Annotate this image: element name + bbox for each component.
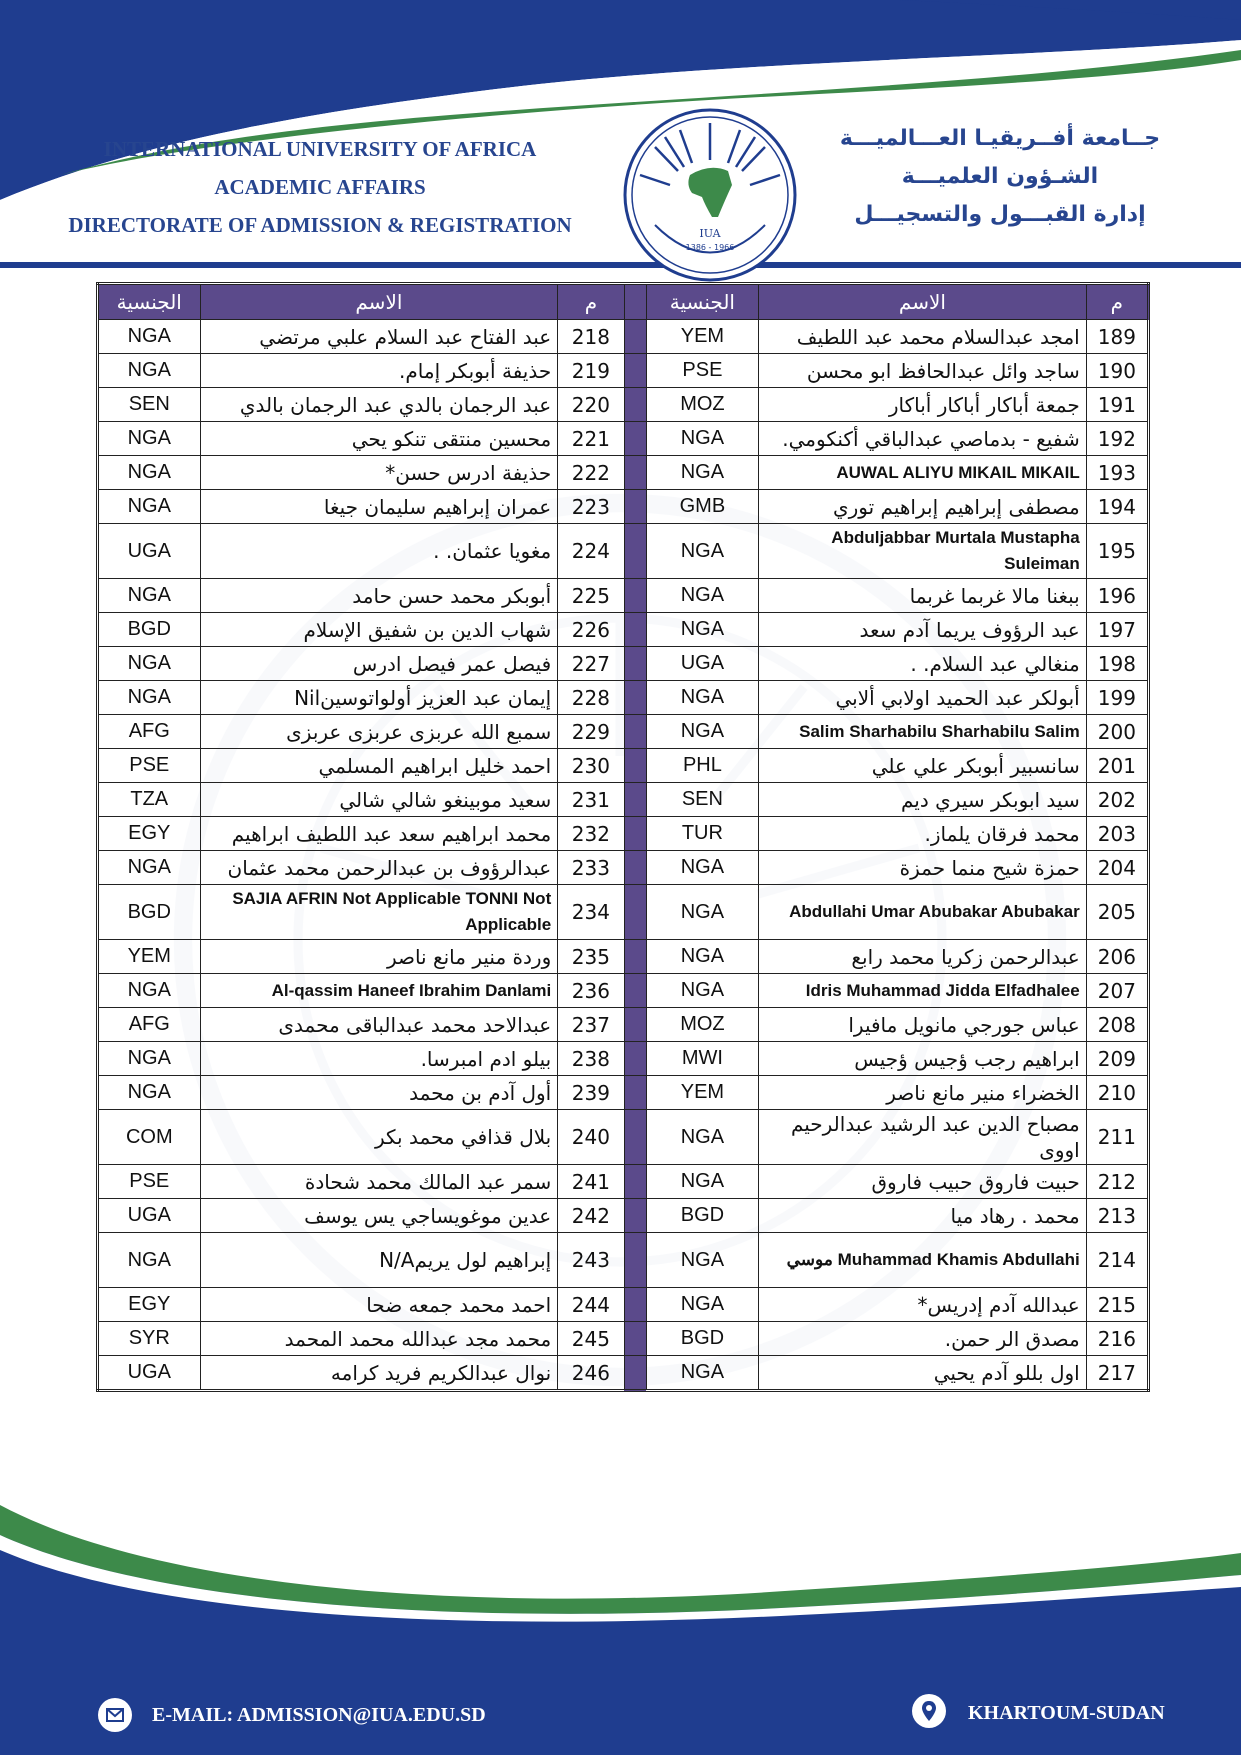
row-number-right: 214 (1086, 1233, 1148, 1288)
student-name-left: محمد مجد عبدالله محمد المحمد (200, 1322, 558, 1356)
nationality-right: UGA (646, 647, 759, 681)
student-name-left: فيصل عمر فيصل ادرس (200, 647, 558, 681)
academic-affairs-ar: الشـؤون العلميـــة (901, 164, 1099, 189)
academic-affairs-en: ACADEMIC AFFAIRS (214, 175, 426, 199)
column-gap (624, 940, 646, 974)
table-row (98, 1356, 1149, 1391)
nationality-left: PSE (98, 1165, 201, 1199)
row-number-right: 195 (1086, 524, 1148, 579)
nationality-left: UGA (98, 524, 201, 579)
row-number-left: 229 (558, 715, 624, 749)
student-name-left: سمر عبد المالك محمد شحادة (200, 1165, 558, 1199)
row-number-right: 204 (1086, 851, 1148, 885)
nationality-right: YEM (646, 1076, 759, 1110)
student-name-right: منغالي عبد السلام. . (759, 647, 1087, 681)
student-name-right: عبد الرؤوف يريما آدم سعد (759, 613, 1087, 647)
table-row (98, 647, 1149, 681)
student-name-left: بلال قذافي محمد بكر (200, 1110, 558, 1165)
column-gap (624, 1008, 646, 1042)
nationality-left: AFG (98, 715, 201, 749)
nationality-left: BGD (98, 613, 201, 647)
student-name-right: عباس جورجي مانويل مافيرا (759, 1008, 1087, 1042)
table-row (98, 885, 1149, 940)
nationality-right: BGD (646, 1199, 759, 1233)
row-number-left: 239 (558, 1076, 624, 1110)
header-name-left: الاسم (200, 284, 558, 320)
student-name-right: مصدق الر حمن. (759, 1322, 1087, 1356)
student-name-left: بيلو ادم امبرسا. (200, 1042, 558, 1076)
student-name-right: محمد فرقان يلماز. (759, 817, 1087, 851)
table-row (98, 1008, 1149, 1042)
student-name-left: إبراهيم لول يريمN/A (200, 1233, 558, 1288)
student-name-right: AUWAL ALIYU MIKAIL MIKAIL (759, 456, 1087, 490)
row-number-left: 234 (558, 885, 624, 940)
student-name-right: امجد عبدالسلام محمد عبد اللطيف (759, 320, 1087, 354)
table-row (98, 1288, 1149, 1322)
column-gap (624, 422, 646, 456)
table-row (98, 1110, 1149, 1165)
row-number-right: 189 (1086, 320, 1148, 354)
student-name-left: أول آدم بن محمد (200, 1076, 558, 1110)
student-name-left: SAJIA AFRIN Not Applicable TONNI Not Applicable (200, 885, 558, 940)
nationality-left: SYR (98, 1322, 201, 1356)
nationality-left: NGA (98, 1042, 201, 1076)
nationality-right: NGA (646, 579, 759, 613)
university-name-ar: جــامعة أفــريقيـا العـــالميـــة (839, 126, 1161, 151)
nationality-right: MOZ (646, 388, 759, 422)
row-number-left: 220 (558, 388, 624, 422)
student-name-right: محمد . رهاد ميا (759, 1199, 1087, 1233)
student-name-left: حذيفة أبوبكر إمام. (200, 354, 558, 388)
table-row (98, 1199, 1149, 1233)
row-number-right: 201 (1086, 749, 1148, 783)
nationality-left: NGA (98, 647, 201, 681)
row-number-right: 216 (1086, 1322, 1148, 1356)
nationality-right: NGA (646, 681, 759, 715)
nationality-right: NGA (646, 524, 759, 579)
column-gap (624, 851, 646, 885)
table-header-row (98, 284, 1149, 320)
nationality-left: NGA (98, 851, 201, 885)
row-number-left: 231 (558, 783, 624, 817)
table-row (98, 490, 1149, 524)
student-name-left: حذيفة ادرس حسن* (200, 456, 558, 490)
column-gap (624, 1322, 646, 1356)
student-name-left: سعيد موبينغو شالي شالي (200, 783, 558, 817)
student-name-left: شهاب الدين بن شفيق الإسلام (200, 613, 558, 647)
row-number-right: 205 (1086, 885, 1148, 940)
column-gap (624, 284, 646, 320)
column-gap (624, 783, 646, 817)
table-row (98, 817, 1149, 851)
nationality-left: NGA (98, 1233, 201, 1288)
nationality-left: YEM (98, 940, 201, 974)
column-gap (624, 456, 646, 490)
table-row (98, 354, 1149, 388)
university-name-en: INTERNATIONAL UNIVERSITY OF AFRICA (103, 137, 537, 161)
nationality-right: NGA (646, 1165, 759, 1199)
row-number-left: 240 (558, 1110, 624, 1165)
student-name-right: ساجد وائل عبدالحافظ ابو محسن (759, 354, 1087, 388)
row-number-right: 213 (1086, 1199, 1148, 1233)
nationality-left: NGA (98, 490, 201, 524)
students-table-container (96, 282, 1150, 1392)
student-name-left: عبد الفتاح عبد السلام علبي مرتضي (200, 320, 558, 354)
logo-years: 1386 - 1966 (685, 243, 735, 252)
column-gap (624, 647, 646, 681)
footer-email: E-MAIL: ADMISSION@IUA.EDU.SD (152, 1704, 486, 1726)
row-number-right: 199 (1086, 681, 1148, 715)
nationality-right: NGA (646, 940, 759, 974)
student-name-right: اول بللو آدم يحيي (759, 1356, 1087, 1391)
column-gap (624, 1233, 646, 1288)
column-gap (624, 388, 646, 422)
nationality-right: NGA (646, 1233, 759, 1288)
student-name-left: عمران إبراهيم سليمان جيغا (200, 490, 558, 524)
row-number-right: 190 (1086, 354, 1148, 388)
student-name-left: وردة منير مانع ناصر (200, 940, 558, 974)
nationality-right: NGA (646, 885, 759, 940)
row-number-right: 209 (1086, 1042, 1148, 1076)
row-number-right: 202 (1086, 783, 1148, 817)
table-row (98, 783, 1149, 817)
row-number-right: 197 (1086, 613, 1148, 647)
student-name-right: Idris Muhammad Jidda Elfadhalee (759, 974, 1087, 1008)
header-arabic (820, 120, 1180, 234)
row-number-left: 223 (558, 490, 624, 524)
table-row (98, 579, 1149, 613)
student-name-left: احمد خليل ابراهيم المسلمي (200, 749, 558, 783)
row-number-right: 203 (1086, 817, 1148, 851)
nationality-right: NGA (646, 1356, 759, 1391)
table-row (98, 974, 1149, 1008)
column-gap (624, 1042, 646, 1076)
student-name-right: جمعة أباكار أباكار أباكار (759, 388, 1087, 422)
row-number-left: 235 (558, 940, 624, 974)
student-name-right: Abdullahi Umar Abubakar Abubakar (759, 885, 1087, 940)
nationality-left: AFG (98, 1008, 201, 1042)
table-row (98, 1042, 1149, 1076)
student-name-right: الخضراء منير مانع ناصر (759, 1076, 1087, 1110)
column-gap (624, 1199, 646, 1233)
row-number-left: 232 (558, 817, 624, 851)
student-name-right: Salim Sharhabilu Sharhabilu Salim (759, 715, 1087, 749)
student-name-right: عبدالرحمن زكريا محمد رابع (759, 940, 1087, 974)
student-name-left: أبوبكر محمد حسن حامد (200, 579, 558, 613)
row-number-left: 226 (558, 613, 624, 647)
row-number-left: 225 (558, 579, 624, 613)
column-gap (624, 490, 646, 524)
header-nationality-right: الجنسية (646, 284, 759, 320)
row-number-right: 194 (1086, 490, 1148, 524)
university-logo (620, 105, 800, 285)
column-gap (624, 1076, 646, 1110)
table-row (98, 715, 1149, 749)
nationality-right: NGA (646, 422, 759, 456)
table-row (98, 422, 1149, 456)
row-number-right: 212 (1086, 1165, 1148, 1199)
column-gap (624, 354, 646, 388)
student-name-right: حبيت فاروق حبيب فاروق (759, 1165, 1087, 1199)
table-row (98, 524, 1149, 579)
column-gap (624, 1356, 646, 1391)
header-num-left: م (558, 284, 624, 320)
nationality-right: NGA (646, 974, 759, 1008)
nationality-left: UGA (98, 1199, 201, 1233)
table-row (98, 940, 1149, 974)
header-nationality-left: الجنسية (98, 284, 201, 320)
student-name-right: ببغنا مالا غربما غربما (759, 579, 1087, 613)
column-gap (624, 1288, 646, 1322)
row-number-right: 206 (1086, 940, 1148, 974)
column-gap (624, 613, 646, 647)
nationality-right: PHL (646, 749, 759, 783)
column-gap (624, 681, 646, 715)
nationality-right: NGA (646, 851, 759, 885)
student-name-left: عبدالرؤوف بن عبدالرحمن محمد عثمان (200, 851, 558, 885)
row-number-right: 193 (1086, 456, 1148, 490)
nationality-right: NGA (646, 613, 759, 647)
student-name-right: عبدالله آدم إدريس* (759, 1288, 1087, 1322)
row-number-right: 215 (1086, 1288, 1148, 1322)
student-name-left: مغويا عثمان. . (200, 524, 558, 579)
row-number-left: 219 (558, 354, 624, 388)
row-number-right: 211 (1086, 1110, 1148, 1165)
header-english (40, 130, 600, 244)
row-number-left: 221 (558, 422, 624, 456)
nationality-right: BGD (646, 1322, 759, 1356)
nationality-left: EGY (98, 1288, 201, 1322)
nationality-right: MOZ (646, 1008, 759, 1042)
table-row (98, 681, 1149, 715)
directorate-ar: إدارة القبـــول والتسجيـــل (854, 202, 1146, 227)
nationality-right: MWI (646, 1042, 759, 1076)
student-name-left: عبد الرجمان بالدي عبد الرجمان بالدي (200, 388, 558, 422)
table-row (98, 613, 1149, 647)
nationality-left: UGA (98, 1356, 201, 1391)
row-number-left: 243 (558, 1233, 624, 1288)
student-name-right: أبولكر عبد الحميد اولابي ألابي (759, 681, 1087, 715)
student-name-left: عدين موغويساجي يس يوسف (200, 1199, 558, 1233)
nationality-left: NGA (98, 320, 201, 354)
nationality-left: NGA (98, 354, 201, 388)
table-row (98, 1322, 1149, 1356)
row-number-left: 233 (558, 851, 624, 885)
column-gap (624, 524, 646, 579)
nationality-left: NGA (98, 579, 201, 613)
row-number-right: 217 (1086, 1356, 1148, 1391)
row-number-left: 246 (558, 1356, 624, 1391)
column-gap (624, 579, 646, 613)
row-number-left: 230 (558, 749, 624, 783)
nationality-left: NGA (98, 974, 201, 1008)
location-pin-icon (912, 1694, 946, 1728)
nationality-left: TZA (98, 783, 201, 817)
nationality-right: GMB (646, 490, 759, 524)
student-name-right: شفيع - بدماصي عبدالباقي أكنكومي. (759, 422, 1087, 456)
table-body (98, 320, 1149, 1391)
nationality-left: EGY (98, 817, 201, 851)
row-number-left: 227 (558, 647, 624, 681)
student-name-left: نوال عبدالكريم فريد كرامه (200, 1356, 558, 1391)
logo-text: IUA (699, 227, 721, 240)
table-row (98, 1233, 1149, 1288)
row-number-right: 198 (1086, 647, 1148, 681)
nationality-left: NGA (98, 422, 201, 456)
directorate-en: DIRECTORATE OF ADMISSION & REGISTRATION (68, 213, 572, 237)
nationality-left: SEN (98, 388, 201, 422)
table-row (98, 388, 1149, 422)
row-number-left: 245 (558, 1322, 624, 1356)
column-gap (624, 749, 646, 783)
column-gap (624, 715, 646, 749)
student-name-left: محسين منتقى تنكو يحي (200, 422, 558, 456)
student-name-right: مصطفى إبراهيم إبراهيم توري (759, 490, 1087, 524)
nationality-right: NGA (646, 456, 759, 490)
nationality-right: NGA (646, 1110, 759, 1165)
nationality-right: YEM (646, 320, 759, 354)
nationality-right: SEN (646, 783, 759, 817)
row-number-left: 241 (558, 1165, 624, 1199)
nationality-left: PSE (98, 749, 201, 783)
nationality-right: NGA (646, 1288, 759, 1322)
nationality-left: NGA (98, 1076, 201, 1110)
students-table (96, 282, 1150, 1392)
nationality-right: PSE (646, 354, 759, 388)
nationality-right: TUR (646, 817, 759, 851)
footer-location: KHARTOUM-SUDAN (968, 1702, 1165, 1724)
row-number-left: 228 (558, 681, 624, 715)
table-row (98, 1076, 1149, 1110)
column-gap (624, 320, 646, 354)
row-number-right: 192 (1086, 422, 1148, 456)
row-number-right: 208 (1086, 1008, 1148, 1042)
column-gap (624, 817, 646, 851)
row-number-left: 218 (558, 320, 624, 354)
row-number-left: 222 (558, 456, 624, 490)
row-number-right: 200 (1086, 715, 1148, 749)
table-row (98, 851, 1149, 885)
student-name-left: إيمان عبد العزيز أولواتوسينNil (200, 681, 558, 715)
row-number-left: 237 (558, 1008, 624, 1042)
row-number-right: 191 (1086, 388, 1148, 422)
student-name-right: سانسبير أبوبكر علي علي (759, 749, 1087, 783)
table-row (98, 456, 1149, 490)
nationality-left: COM (98, 1110, 201, 1165)
student-name-left: احمد محمد جمعه ضحا (200, 1288, 558, 1322)
student-name-right: سيد ابوبكر سيري ديم (759, 783, 1087, 817)
nationality-right: NGA (646, 715, 759, 749)
header-name-right: الاسم (759, 284, 1087, 320)
student-name-right: مصباح الدين عبد الرشيد عبدالرحيم اووى (759, 1110, 1087, 1165)
row-number-right: 207 (1086, 974, 1148, 1008)
student-name-left: Al-qassim Haneef Ibrahim Danlami (200, 974, 558, 1008)
student-name-right: ابراهيم رجب ؤجيس ؤجيس (759, 1042, 1087, 1076)
row-number-left: 242 (558, 1199, 624, 1233)
email-icon (98, 1698, 132, 1732)
student-name-right: حمزة شيح منما حمزة (759, 851, 1087, 885)
table-row (98, 1165, 1149, 1199)
student-name-left: عبدالاحد محمد عبدالباقى محمدى (200, 1008, 558, 1042)
row-number-left: 224 (558, 524, 624, 579)
row-number-left: 244 (558, 1288, 624, 1322)
table-row (98, 320, 1149, 354)
table-row (98, 749, 1149, 783)
nationality-left: BGD (98, 885, 201, 940)
student-name-right: Muhammad Khamis Abdullahi موسي (759, 1233, 1087, 1288)
column-gap (624, 885, 646, 940)
row-number-left: 238 (558, 1042, 624, 1076)
column-gap (624, 1110, 646, 1165)
column-gap (624, 974, 646, 1008)
nationality-left: NGA (98, 681, 201, 715)
header-num-right: م (1086, 284, 1148, 320)
student-name-left: محمد ابراهيم سعد عبد اللطيف ابراهيم (200, 817, 558, 851)
student-name-left: سمبع الله عربزى عربزى عربزى (200, 715, 558, 749)
row-number-right: 196 (1086, 579, 1148, 613)
row-number-right: 210 (1086, 1076, 1148, 1110)
nationality-left: NGA (98, 456, 201, 490)
row-number-left: 236 (558, 974, 624, 1008)
column-gap (624, 1165, 646, 1199)
student-name-right: Abduljabbar Murtala Mustapha Suleiman (759, 524, 1087, 579)
